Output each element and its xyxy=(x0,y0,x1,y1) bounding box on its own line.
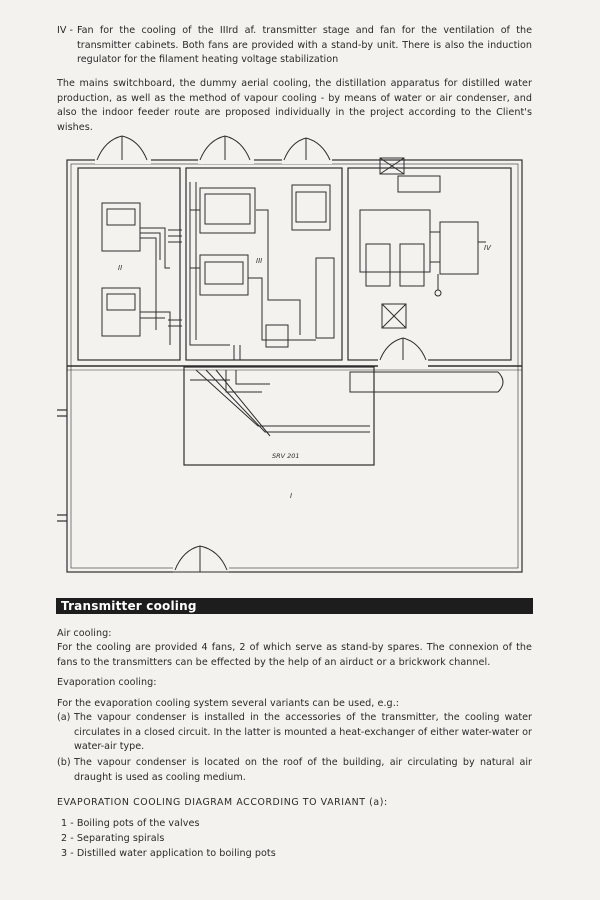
air-cooling-heading: Air cooling: xyxy=(57,628,112,639)
room-ii-equipment xyxy=(102,203,182,345)
variant-b xyxy=(57,756,532,786)
item-iv-mark: IV - xyxy=(57,25,73,36)
room-label-iii: III xyxy=(256,257,263,265)
section-title: Transmitter cooling xyxy=(61,599,197,613)
evaporation-intro: For the evaporation cooling system several variants can be used, e.g.: xyxy=(57,698,400,709)
legend-item-1: 1 - Boiling pots of the valves xyxy=(61,818,200,829)
room-label-iv: IV xyxy=(484,244,491,252)
mains-paragraph: The mains switchboard, the dummy aerial cooling, the distillation apparatus for distilled water production, as well as the method of vapour cooling - by means of water or air condenser, and also the indoor feeder route are proposed individually in the project according to the Client's wishes. xyxy=(57,78,532,133)
room-iv-equipment xyxy=(360,158,486,328)
variant-a-text: The vapour condenser is installed in the accessories of the transmitter, the cooling water circulates in a closed circuit. In the latter is mounted a heat-exchanger of either water-water or water-air type. xyxy=(74,712,532,753)
srv-piping xyxy=(190,370,503,436)
variant-a-mark: (a) xyxy=(57,712,71,723)
evaporation-heading: Evaporation cooling: xyxy=(57,677,157,688)
legend-item-2: 2 - Separating spirals xyxy=(61,833,165,844)
room-label-ii: II xyxy=(118,264,123,272)
variant-b-mark: (b) xyxy=(57,757,71,768)
legend-item-3: 3 - Distilled water application to boiling pots xyxy=(61,848,276,859)
diagram-heading: EVAPORATION COOLING DIAGRAM ACCORDING TO VARIANT (a): xyxy=(57,797,388,808)
top-doors xyxy=(95,136,428,574)
srv-cabinet-outline xyxy=(184,367,374,465)
variant-a xyxy=(57,711,532,755)
srv-label: SRV 201 xyxy=(272,452,300,460)
air-cooling-text: For the cooling are provided 4 fans, 2 of which serve as stand-by spares. The connexion of the fans to the transmitters can be effected by the help of an airduct or a brickwork channel. xyxy=(57,642,532,668)
room-label-i: I xyxy=(290,492,293,500)
room-iii-outline xyxy=(186,168,342,360)
item-iv-text: Fan for the cooling of the IIIrd af. transmitter stage and fan for the ventilation of the transmitter cabinets. Both fans are provided with a stand-by unit. There is also the induction regulator for the filament heating voltage stabilization xyxy=(77,25,532,66)
room-iii-equipment xyxy=(190,182,334,360)
variant-b-text: The vapour condenser is located on the roof of the building, air circulating by natural air draught is used as cooling medium. xyxy=(74,757,532,783)
